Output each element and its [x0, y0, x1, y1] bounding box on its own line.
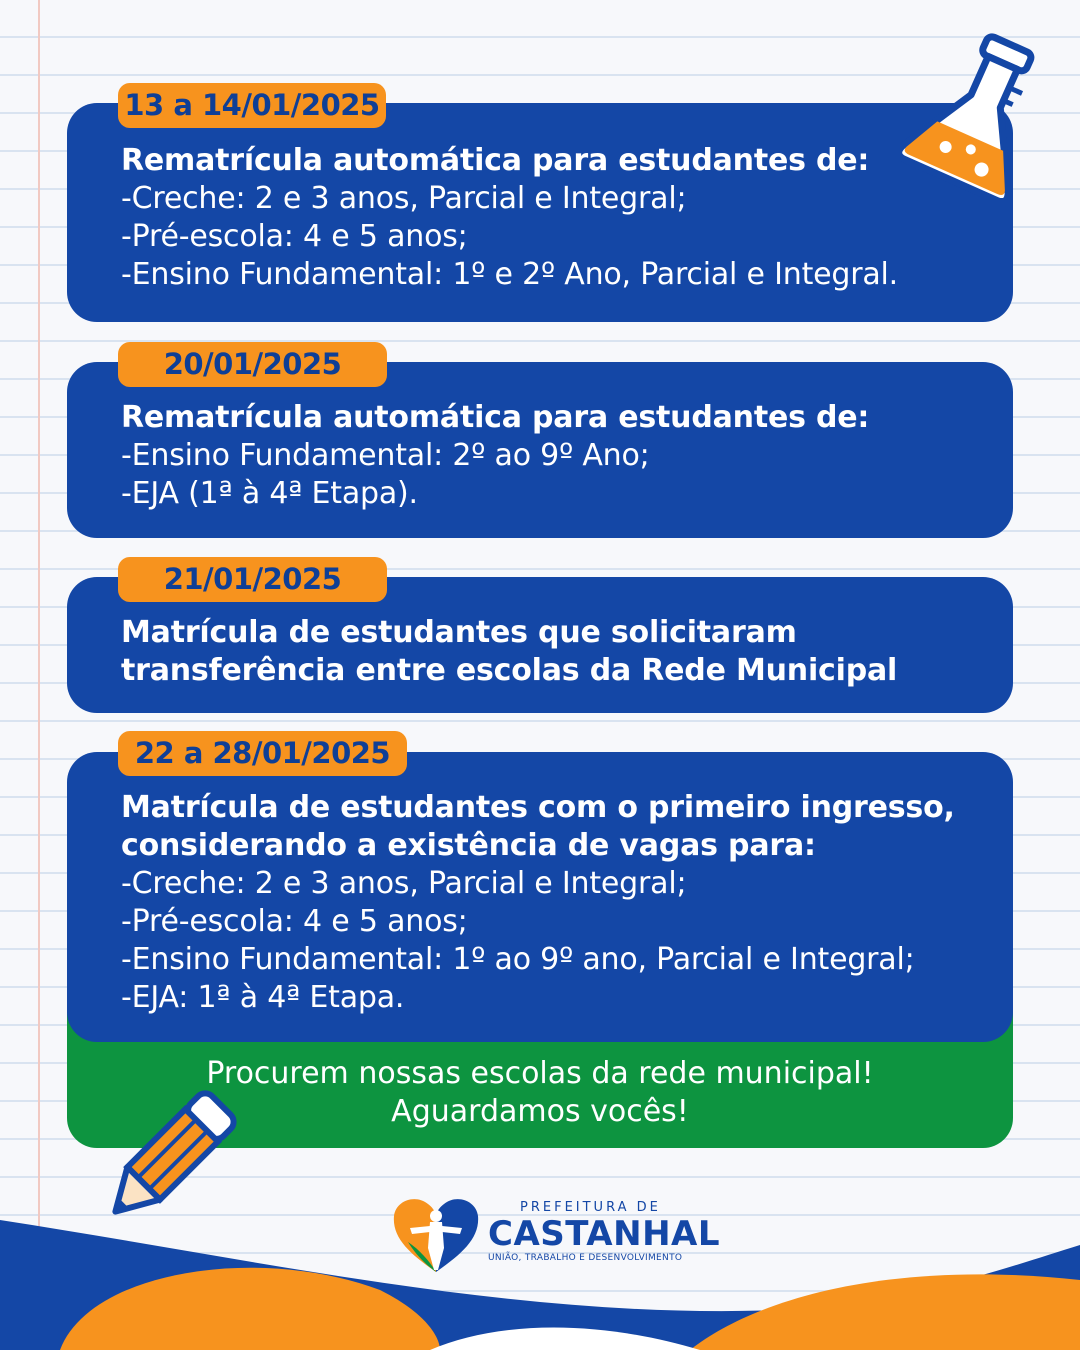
date-tag-1: 13 a 14/01/2025	[118, 83, 386, 128]
card-4-line-3: -Creche: 2 e 3 anos, Parcial e Integral;	[121, 866, 687, 901]
date-tag-3: 21/01/2025	[118, 557, 387, 602]
date-tag-4: 22 a 28/01/2025	[118, 731, 407, 776]
heart-logo-icon	[390, 1192, 482, 1276]
card-1-line-2: -Creche: 2 e 3 anos, Parcial e Integral;	[121, 181, 687, 216]
card-4-heading-1: Matrícula de estudantes com o primeiro ingresso,	[121, 790, 955, 825]
card-1-heading: Rematrícula automática para estudantes de:	[121, 143, 870, 178]
card-2-line-2: -Ensino Fundamental: 2º ao 9º Ano;	[121, 438, 650, 473]
date-tag-2: 20/01/2025	[118, 342, 387, 387]
card-2-heading: Rematrícula automática para estudantes de:	[121, 400, 870, 435]
logo-motto: UNIÃO, TRABALHO E DESENVOLVIMENTO	[488, 1253, 683, 1263]
footer-message-line-2: Aguardamos vocês!	[391, 1094, 689, 1129]
card-3-line-1: Matrícula de estudantes que solicitaram	[121, 615, 797, 650]
schedule-card-2	[67, 362, 1013, 538]
schedule-card-1	[67, 103, 1013, 322]
card-4-line-4: -Pré-escola: 4 e 5 anos;	[121, 904, 468, 939]
logo-city: CASTANHAL	[488, 1214, 721, 1254]
card-3-line-2: transferência entre escolas da Rede Municipal	[121, 653, 898, 688]
card-4-heading-2: considerando a existência de vagas para:	[121, 828, 816, 863]
schedule-card-4	[67, 752, 1013, 1042]
flask-icon	[900, 28, 1050, 198]
card-1-line-3: -Pré-escola: 4 e 5 anos;	[121, 219, 468, 254]
city-logo	[488, 1200, 720, 1263]
card-1-line-4: -Ensino Fundamental: 1º e 2º Ano, Parcial e Integral.	[121, 257, 899, 292]
card-4-line-6: -EJA: 1ª à 4ª Etapa.	[121, 980, 405, 1015]
logo-prefix: PREFEITURA DE	[520, 1200, 661, 1215]
card-4-line-5: -Ensino Fundamental: 1º ao 9º ano, Parcial e Integral;	[121, 942, 915, 977]
card-2-line-3: -EJA (1ª à 4ª Etapa).	[121, 476, 418, 511]
footer-message-line-1: Procurem nossas escolas da rede municipal!	[206, 1056, 874, 1091]
